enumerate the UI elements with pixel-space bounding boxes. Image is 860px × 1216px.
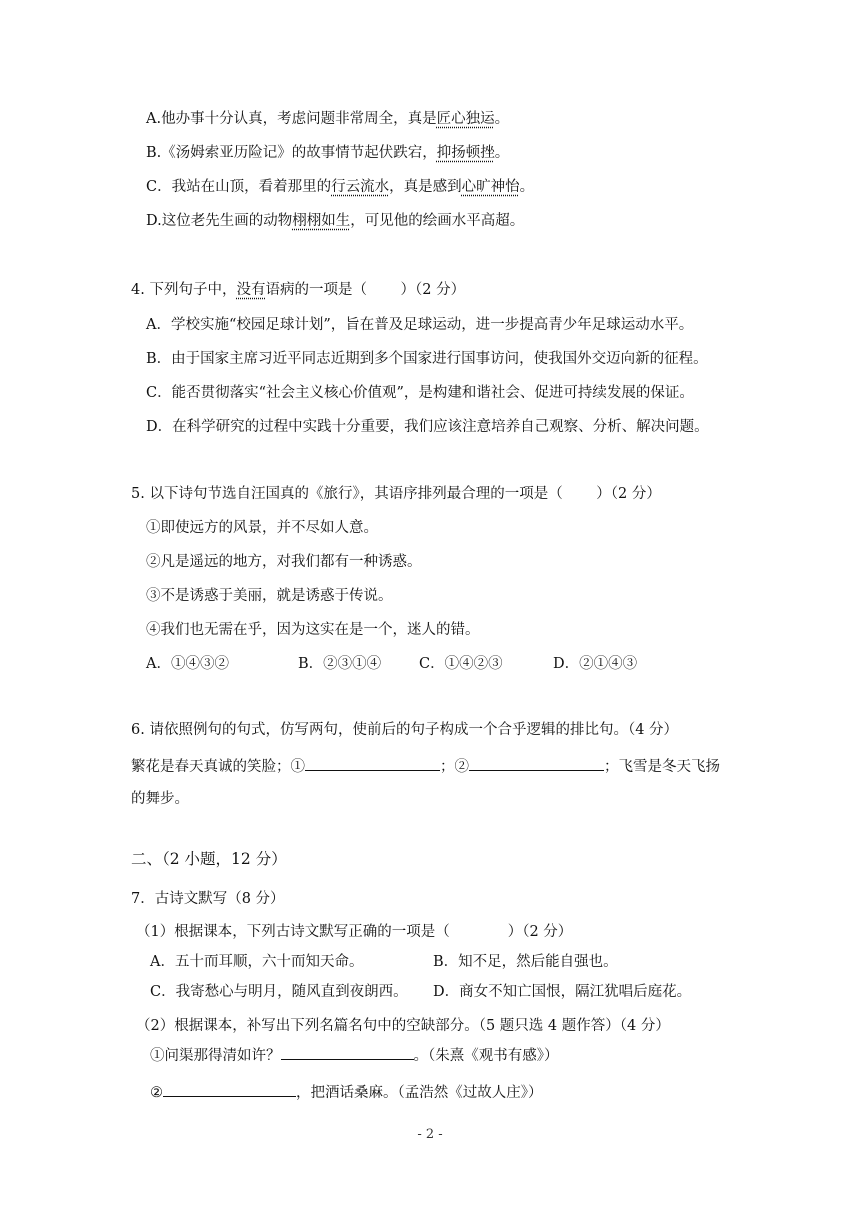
q6-blank-1[interactable]	[305, 755, 440, 771]
q3-option-b-end: 。	[494, 145, 510, 161]
q4-option-c: C．能否贯彻落实“社会主义核心价值观”，是构建和谐社会、促进可持续发展的保证。	[146, 385, 694, 401]
q7-part1-option-a: A．五十而耳顺，六十而知天命。	[150, 954, 364, 970]
q5-stem: 5. 以下诗句节选自汪国真的《旅行》，其语序排列最合理的一项是（ ）（2 分）	[131, 486, 661, 502]
q7-part2-item-2-end: ，把酒话桑麻。（孟浩然《过故人庄》）	[296, 1085, 543, 1101]
q4-option-d: D．在科学研究的过程中实践十分重要，我们应该注意培养自己观察、分析、解决问题。	[146, 419, 709, 435]
q7-part2-item-1-end: 。（朱熹《观书有感》）	[413, 1048, 559, 1064]
q7-part2-item-1	[150, 1044, 559, 1066]
q6-stem: 6. 请依照例句的句式，仿写两句，使前后的句子构成一个合乎逻辑的排比句。（4 分）	[131, 722, 679, 738]
q4-stem	[131, 280, 465, 300]
q3-option-d-end: ，可见他的绘画水平高超。	[350, 213, 525, 229]
q3-option-c-middle: ，真是感到	[389, 179, 462, 195]
q5-option-d: D．②①④③	[553, 656, 638, 672]
q3-option-b-text: B.《汤姆索亚历险记》的故事情节起伏跌宕，	[146, 145, 437, 161]
q3-option-a-text: A.他办事十分认真，考虑问题非常周全，真是	[146, 111, 437, 127]
section-2-heading: 二、（2 小题，12 分）	[131, 850, 287, 868]
q3-option-c-text: C．我站在山顶，看着那里的	[146, 179, 332, 195]
q7-part2-blank-1[interactable]	[281, 1044, 414, 1060]
q3-option-a	[146, 109, 509, 129]
q3-option-c-emphasis-1: 行云流水	[331, 179, 390, 195]
q7-part2-blank-2[interactable]	[163, 1081, 296, 1097]
q7-stem: 7．古诗文默写（8 分）	[131, 891, 285, 907]
q5-sentence-3: ③不是诱惑于美丽，就是诱惑于传说。	[146, 588, 393, 604]
q6-line-middle: ；②	[440, 759, 469, 775]
q3-option-b-emphasis: 抑扬顿挫	[436, 145, 495, 161]
q5-option-c: C．①④②③	[419, 656, 503, 672]
q6-line-start: 繁花是春天真诚的笑脸；①	[131, 759, 305, 775]
q6-line-continued: 的舞步。	[131, 791, 189, 807]
q4-stem-emphasis: 没有	[236, 282, 266, 298]
q7-part1-option-b: B．知不足，然后能自强也。	[433, 954, 618, 970]
q5-sentence-4: ④我们也无需在乎，因为这实在是一个，迷人的错。	[146, 622, 480, 638]
q6-answer-line	[131, 755, 720, 777]
q3-option-c-end: 。	[519, 179, 535, 195]
q7-part2-item-1-start: ①问渠那得清如许？	[150, 1048, 281, 1064]
q3-option-d	[146, 211, 524, 231]
q5-sentence-1: ①即使远方的风景，并不尽如人意。	[146, 520, 378, 536]
q7-part2-item-2	[150, 1081, 543, 1103]
q4-option-a: A．学校实施“校园足球计划”，旨在普及足球运动，进一步提高青少年足球运动水平。	[146, 317, 694, 333]
q5-option-a: A．①④③②	[146, 656, 229, 672]
q7-part1-option-c: C．我寄愁心与明月，随风直到夜朗西。	[150, 984, 408, 1000]
q4-option-b: B．由于国家主席习近平同志近期到多个国家进行国事访问，使我国外交迈向新的征程。	[146, 351, 708, 367]
q3-option-d-text: D.这位老先生画的动物	[146, 213, 293, 229]
q3-option-c	[146, 177, 534, 197]
q7-part1-option-d: D．商女不知亡国恨，隔江犹唱后庭花。	[433, 984, 692, 1000]
q7-part2-stem: （2）根据课本，补写出下列名篇名句中的空缺部分。（5 题只选 4 题作答）（4 分）	[136, 1018, 670, 1034]
q5-sentence-2: ②凡是遥远的地方，对我们都有一种诱惑。	[146, 554, 422, 570]
q3-option-d-emphasis: 栩栩如生	[292, 213, 351, 229]
q4-stem-text: 4. 下列句子中，	[131, 282, 237, 298]
q7-part2-item-2-start: ②	[150, 1085, 163, 1101]
q7-part1-stem: （1）根据课本，下列古诗文默写正确的一项是（ ）（2 分）	[136, 924, 573, 940]
q6-line-end: ；飞雪是冬天飞扬	[604, 759, 720, 775]
page-number: - 2 -	[417, 1127, 443, 1142]
q6-blank-2[interactable]	[469, 755, 604, 771]
q3-option-a-end: 。	[494, 111, 510, 127]
q5-option-b: B．②③①④	[298, 656, 382, 672]
q3-option-c-emphasis-2: 心旷神怡	[461, 179, 520, 195]
q3-option-b	[146, 143, 509, 163]
q3-option-a-emphasis: 匠心独运	[436, 111, 495, 127]
q4-stem-end: 语病的一项是（ ）（2 分）	[265, 282, 466, 298]
